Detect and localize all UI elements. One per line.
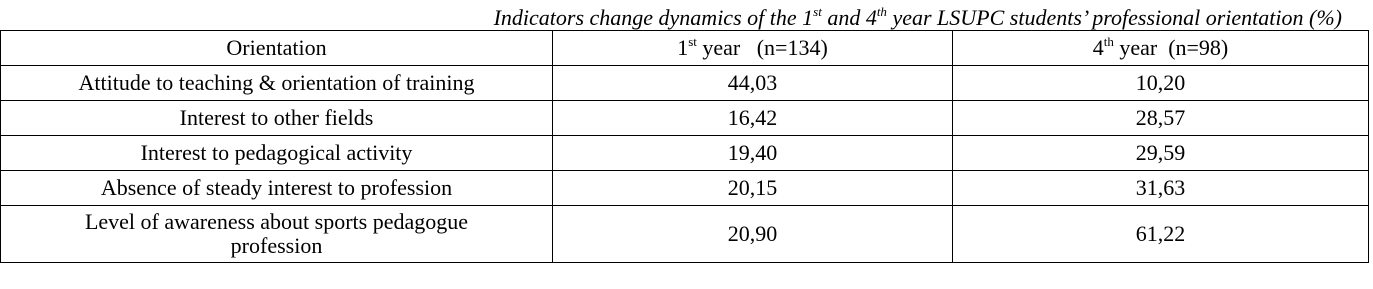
row-fourth-year-value: 10,20: [953, 66, 1369, 101]
header-fourth-year: [953, 31, 1369, 66]
header-fourth-year-num: 4: [1092, 35, 1104, 60]
table-caption: [0, 0, 1373, 30]
row-fourth-year-value: 31,63: [953, 171, 1369, 206]
table-row: [1, 101, 1369, 136]
header-first-year: [553, 31, 953, 66]
caption-part3: year LSUPC students’ professional orientation (%): [886, 5, 1342, 30]
header-fourth-year-rest: year (n=98): [1113, 35, 1229, 60]
row-label: Level of awareness about sports pedagogue profession: [1, 206, 553, 263]
row-first-year-value: 44,03: [553, 66, 953, 101]
header-first-year-num: 1: [677, 35, 689, 60]
row-label: Interest to pedagogical activity: [1, 136, 553, 171]
row-first-year-value: 20,15: [553, 171, 953, 206]
row-label: Interest to other fields: [1, 101, 553, 136]
row-fourth-year-value: 28,57: [953, 101, 1369, 136]
table-row: [1, 171, 1369, 206]
table-row: [1, 206, 1369, 263]
orientation-table: [0, 30, 1369, 263]
caption-sup2: th: [876, 4, 887, 19]
caption-part1: Indicators change dynamics of the 1: [493, 5, 814, 30]
header-orientation: Orientation: [1, 31, 553, 66]
table-row: [1, 136, 1369, 171]
row-first-year-value: 16,42: [553, 101, 953, 136]
row-first-year-value: 19,40: [553, 136, 953, 171]
row-label: Attitude to teaching & orientation of training: [1, 66, 553, 101]
caption-sup1: st: [813, 4, 822, 19]
header-fourth-year-sup: th: [1103, 34, 1114, 49]
row-fourth-year-value: 61,22: [953, 206, 1369, 263]
row-first-year-value: 20,90: [553, 206, 953, 263]
header-first-year-rest: year (n=134): [696, 35, 828, 60]
row-label: Absence of steady interest to profession: [1, 171, 553, 206]
table-header-row: [1, 31, 1369, 66]
header-first-year-sup: st: [688, 34, 697, 49]
table-row: [1, 66, 1369, 101]
caption-part2: and 4: [821, 5, 877, 30]
row-fourth-year-value: 29,59: [953, 136, 1369, 171]
